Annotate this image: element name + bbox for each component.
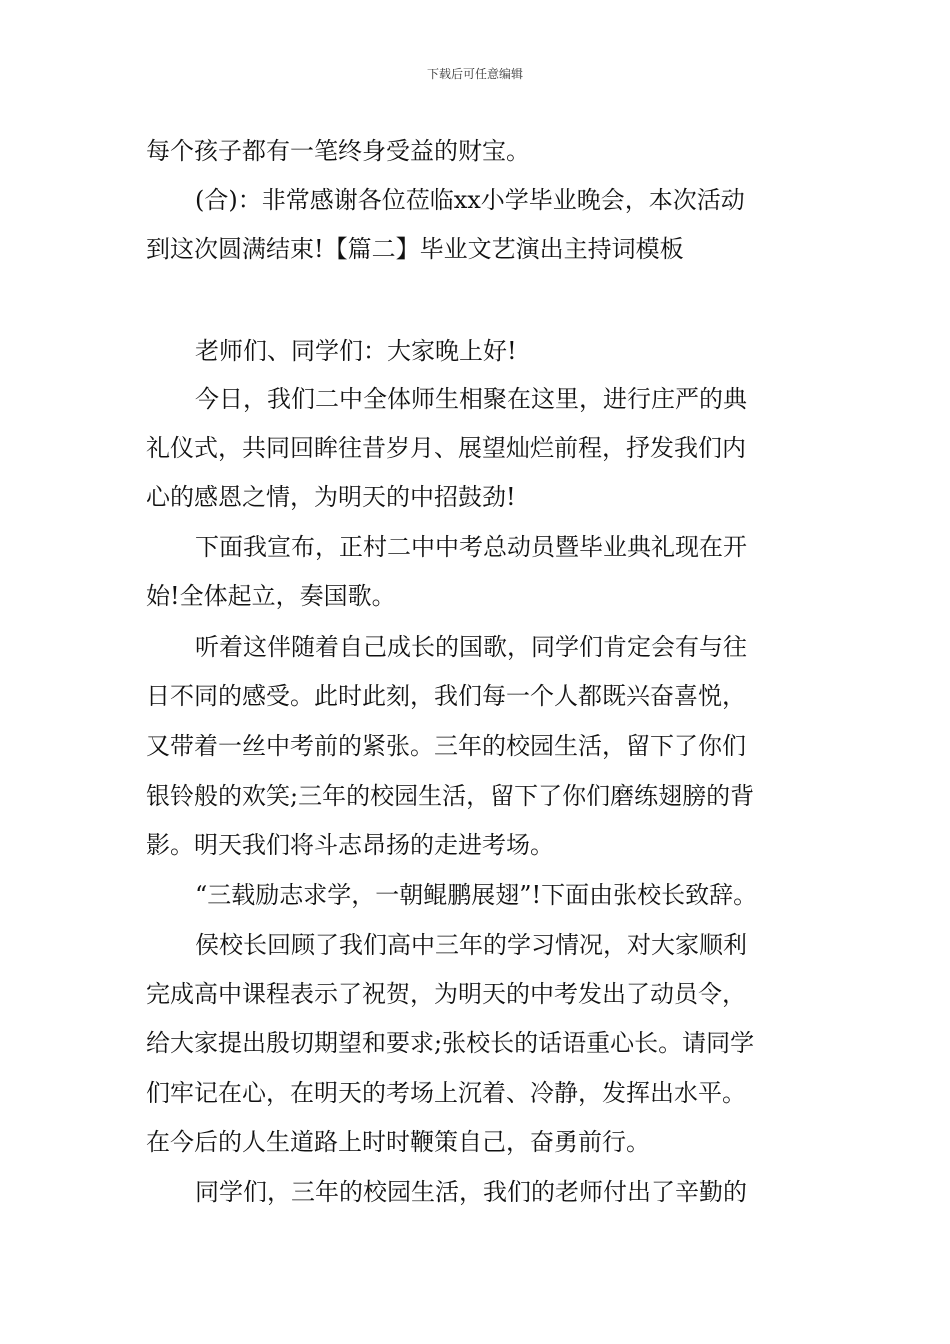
text-line: 银铃般的欢笑;三年的校园生活，留下了你们磨练翅膀的背	[146, 782, 755, 810]
text-line: 给大家提出殷切期望和要求;张校长的话语重心长。请同学	[146, 1029, 755, 1057]
text-line: 侯校长回顾了我们高中三年的学习情况，对大家顺利	[195, 931, 747, 959]
text-line: 又带着一丝中考前的紧张。三年的校园生活，留下了你们	[146, 732, 746, 760]
text-line: 心的感恩之情，为明天的中招鼓劲!	[146, 483, 516, 511]
text-line: 今日，我们二中全体师生相聚在这里，进行庄严的典	[195, 385, 747, 413]
text-line: 日不同的感受。此时此刻，我们每一个人都既兴奋喜悦，	[146, 682, 746, 710]
text-line: 在今后的人生道路上时时鞭策自己，奋勇前行。	[146, 1128, 650, 1156]
text-line: (合)：非常感谢各位莅临xx小学毕业晚会，本次活动	[195, 186, 745, 214]
text-line: “三载励志求学，一朝鲲鹏展翅”!下面由张校长致辞。	[195, 881, 758, 909]
text-line: 到这次圆满结束!【篇二】毕业文艺演出主持词模板	[146, 235, 684, 263]
text-line: 老师们、同学们：大家晚上好!	[195, 337, 517, 365]
text-line: 听着这伴随着自己成长的国歌，同学们肯定会有与往	[195, 633, 747, 661]
page-header: 下载后可任意编辑	[426, 67, 523, 81]
text-line: 下面我宣布，正村二中中考总动员暨毕业典礼现在开	[195, 533, 747, 561]
text-line: 每个孩子都有一笔终身受益的财宝。	[146, 137, 530, 165]
text-line: 影。明天我们将斗志昂扬的走进考场。	[146, 831, 554, 859]
text-line: 礼仪式，共同回眸往昔岁月、展望灿烂前程，抒发我们内	[146, 434, 746, 462]
text-line: 完成高中课程表示了祝贺，为明天的中考发出了动员令，	[146, 980, 746, 1008]
text-line: 们牢记在心，在明天的考场上沉着、冷静，发挥出水平。	[146, 1079, 746, 1107]
text-line: 始!全体起立，奏国歌。	[146, 582, 396, 610]
text-line: 同学们，三年的校园生活，我们的老师付出了辛勤的	[195, 1178, 747, 1206]
